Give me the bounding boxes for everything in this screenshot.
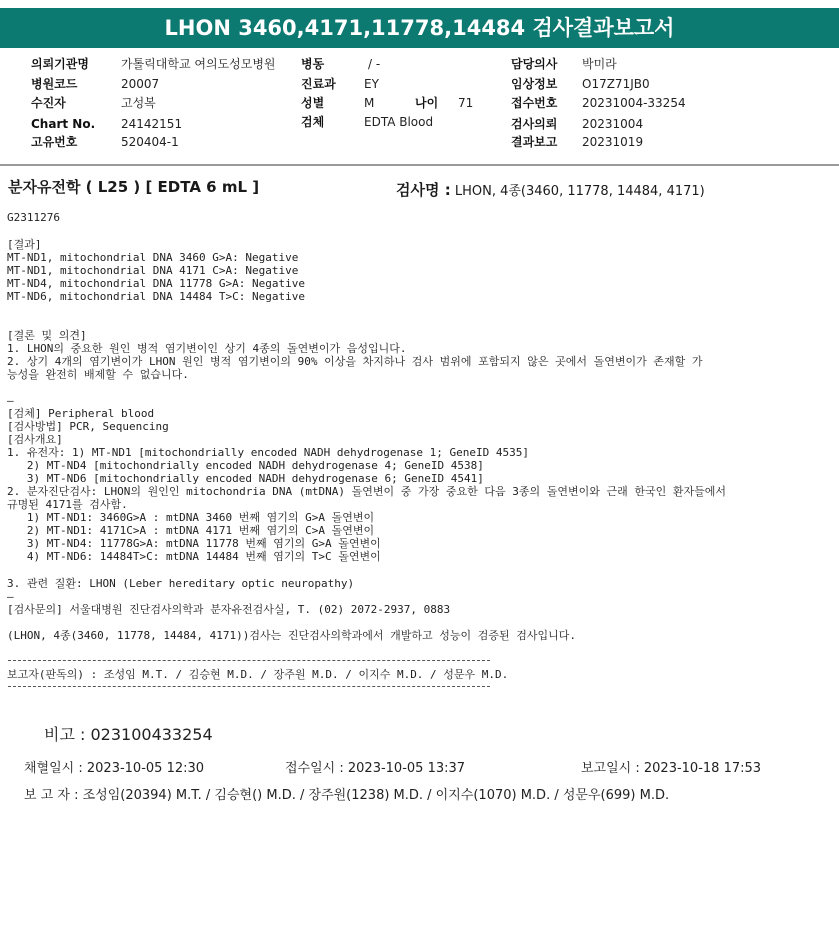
test-name-value: LHON, 4종(3460, 11778, 14484, 4171) [454,184,705,199]
patient-info-panel [0,52,839,164]
report-time [581,757,761,776]
conclusion-line: 2. 상기 4개의 염기변이가 LHON 원인 병적 염기변이의 90% 이상을 차지하나 검사 범위에 포함되지 않은 곳에서 돌연변이가 존재할 가 [7,355,703,368]
collection-time [24,757,204,776]
request-date-label: 검사의뢰 [511,117,558,131]
receipt-no-label: 접수번호 [511,96,558,110]
collection-time-value: 2023-10-05 12:30 [86,761,205,776]
unique-id-value: 520404-1 [121,135,179,149]
remark-label: 비고 : [44,725,86,744]
institution-value: 가톨릭대학교 여의도성모병원 [121,57,276,71]
sex-value: M [364,96,375,110]
gene-line: 3) MT-ND6 [mitochondrially encoded NADH dehydrogenase 6; GeneID 4541] [7,472,484,485]
section-title: 분자유전학 ( L25 ) [ EDTA 6 mL ] [8,178,260,196]
patient-name-value: 고성복 [121,96,156,110]
department-value: EY [364,77,379,91]
specimen-value: EDTA Blood [364,115,434,129]
overview-header: [검사개요] [7,433,63,446]
remark [44,722,213,745]
collection-time-label: 채혈일시 : [24,761,83,776]
remark-value: 023100433254 [90,725,213,744]
result-header: [결과] [7,238,42,251]
conclusion-header: [결론 및 의견] [7,329,87,342]
diagnostic-line: 2. 분자진단검사: LHON의 원인인 mitochondria DNA (mtDNA) 돌연변이 중 가장 중요한 다음 3종의 돌연변이와 근래 한국인 환자들에서 [7,485,727,498]
gene-line: 1. 유전자: 1) MT-ND1 [mitochondrially encoded NADH dehydrogenase 1; GeneID 4535] [7,446,529,459]
method-line: [검사방법] PCR, Sequencing [7,420,169,433]
report-date-label: 결과보고 [511,135,558,149]
report-time-value: 2023-10-18 17:53 [643,761,762,776]
result-line: MT-ND6, mitochondrial DNA 14484 T>C: Negative [7,290,306,303]
hospital-code-label: 병원코드 [31,77,78,91]
receipt-time-label: 접수일시 : [285,761,344,776]
conclusion-line: 1. LHON의 중요한 원인 병적 염기변이인 상기 4종의 돌연변이가 음성입니다. [7,342,407,355]
separator: — [7,590,14,603]
clinical-info-value: O17Z71JB0 [582,77,650,91]
variant-line: 1) MT-ND1: 3460G>A : mtDNA 3460 번째 염기의 G>A 돌연변이 [7,511,375,524]
report-id: G2311276 [7,211,60,224]
validation-line: (LHON, 4종(3460, 11778, 14484, 4171))검사는 진단검사의학과에서 개발하고 성능이 검증된 검사입니다. [7,629,577,642]
gene-line: 2) MT-ND4 [mitochondrially encoded NADH dehydrogenase 4; GeneID 4538] [7,459,484,472]
specimen-line: [검체] Peripheral blood [7,407,155,420]
doctor-label: 담당의사 [511,57,558,71]
report-time-label: 보고일시 : [581,761,640,776]
variant-line: 2) MT-ND1: 4171C>A : mtDNA 4171 번째 염기의 C>A 돌연변이 [7,524,375,537]
unique-id-label: 고유번호 [31,135,78,149]
variant-line: 4) MT-ND6: 14484T>C: mtDNA 14484 번째 염기의 T>C 돌연변이 [7,550,381,563]
divider [0,164,839,166]
reporter-line [24,784,669,803]
separator: — [7,394,14,407]
dashed-divider [8,686,490,687]
reporters-line: 보고자(판독의) : 조성임 M.T. / 김승현 M.D. / 장주원 M.D. / 이지수 M.D. / 성문우 M.D. [7,668,509,681]
age-label: 나이 [415,96,439,110]
diagnostic-line: 규명된 4171를 검사함. [7,498,128,511]
disease-line: 3. 관련 질환: LHON (Leber hereditary optic neuropathy) [7,577,355,590]
reporter-label: 보 고 자 : [24,788,79,803]
dashed-divider [8,660,490,661]
ward-label: 병동 [301,57,325,71]
test-name [396,179,705,200]
ward-value: / - [368,57,381,71]
variant-line: 3) MT-ND4: 11778G>A: mtDNA 11778 번째 염기의 G>A 돌연변이 [7,537,381,550]
sex-label: 성별 [301,96,325,110]
contact-line: [검사문의] 서울대병원 진단검사의학과 분자유전검사실, T. (02) 2072-2937, 0883 [7,603,451,616]
age-value: 71 [458,96,474,110]
result-line: MT-ND4, mitochondrial DNA 11778 G>A: Negative [7,277,306,290]
request-date-value: 20231004 [582,117,644,131]
doctor-value: 박미라 [582,57,617,71]
chart-no-label: Chart No. [31,117,96,131]
result-line: MT-ND1, mitochondrial DNA 3460 G>A: Negative [7,251,299,264]
report-title: LHON 3460,4171,11778,14484 검사결과보고서 [0,8,839,48]
report-date-value: 20231019 [582,135,644,149]
department-label: 진료과 [301,77,336,91]
test-name-label: 검사명 : [396,181,451,199]
institution-label: 의뢰기관명 [31,57,89,71]
chart-no-value: 24142151 [121,117,183,131]
patient-name-label: 수진자 [31,96,66,110]
receipt-no-value: 20231004-33254 [582,96,686,110]
hospital-code-value: 20007 [121,77,160,91]
result-line: MT-ND1, mitochondrial DNA 4171 C>A: Negative [7,264,299,277]
clinical-info-label: 임상정보 [511,77,558,91]
conclusion-line: 능성을 완전히 배제할 수 없습니다. [7,368,189,381]
specimen-label: 검체 [301,115,325,129]
reporter-value: 조성임(20394) M.T. / 김승현() M.D. / 장주원(1238) M.D. / 이지수(1070) M.D. / 성문우(699) M.D. [82,788,670,803]
receipt-time-value: 2023-10-05 13:37 [347,761,466,776]
receipt-time [285,757,465,776]
